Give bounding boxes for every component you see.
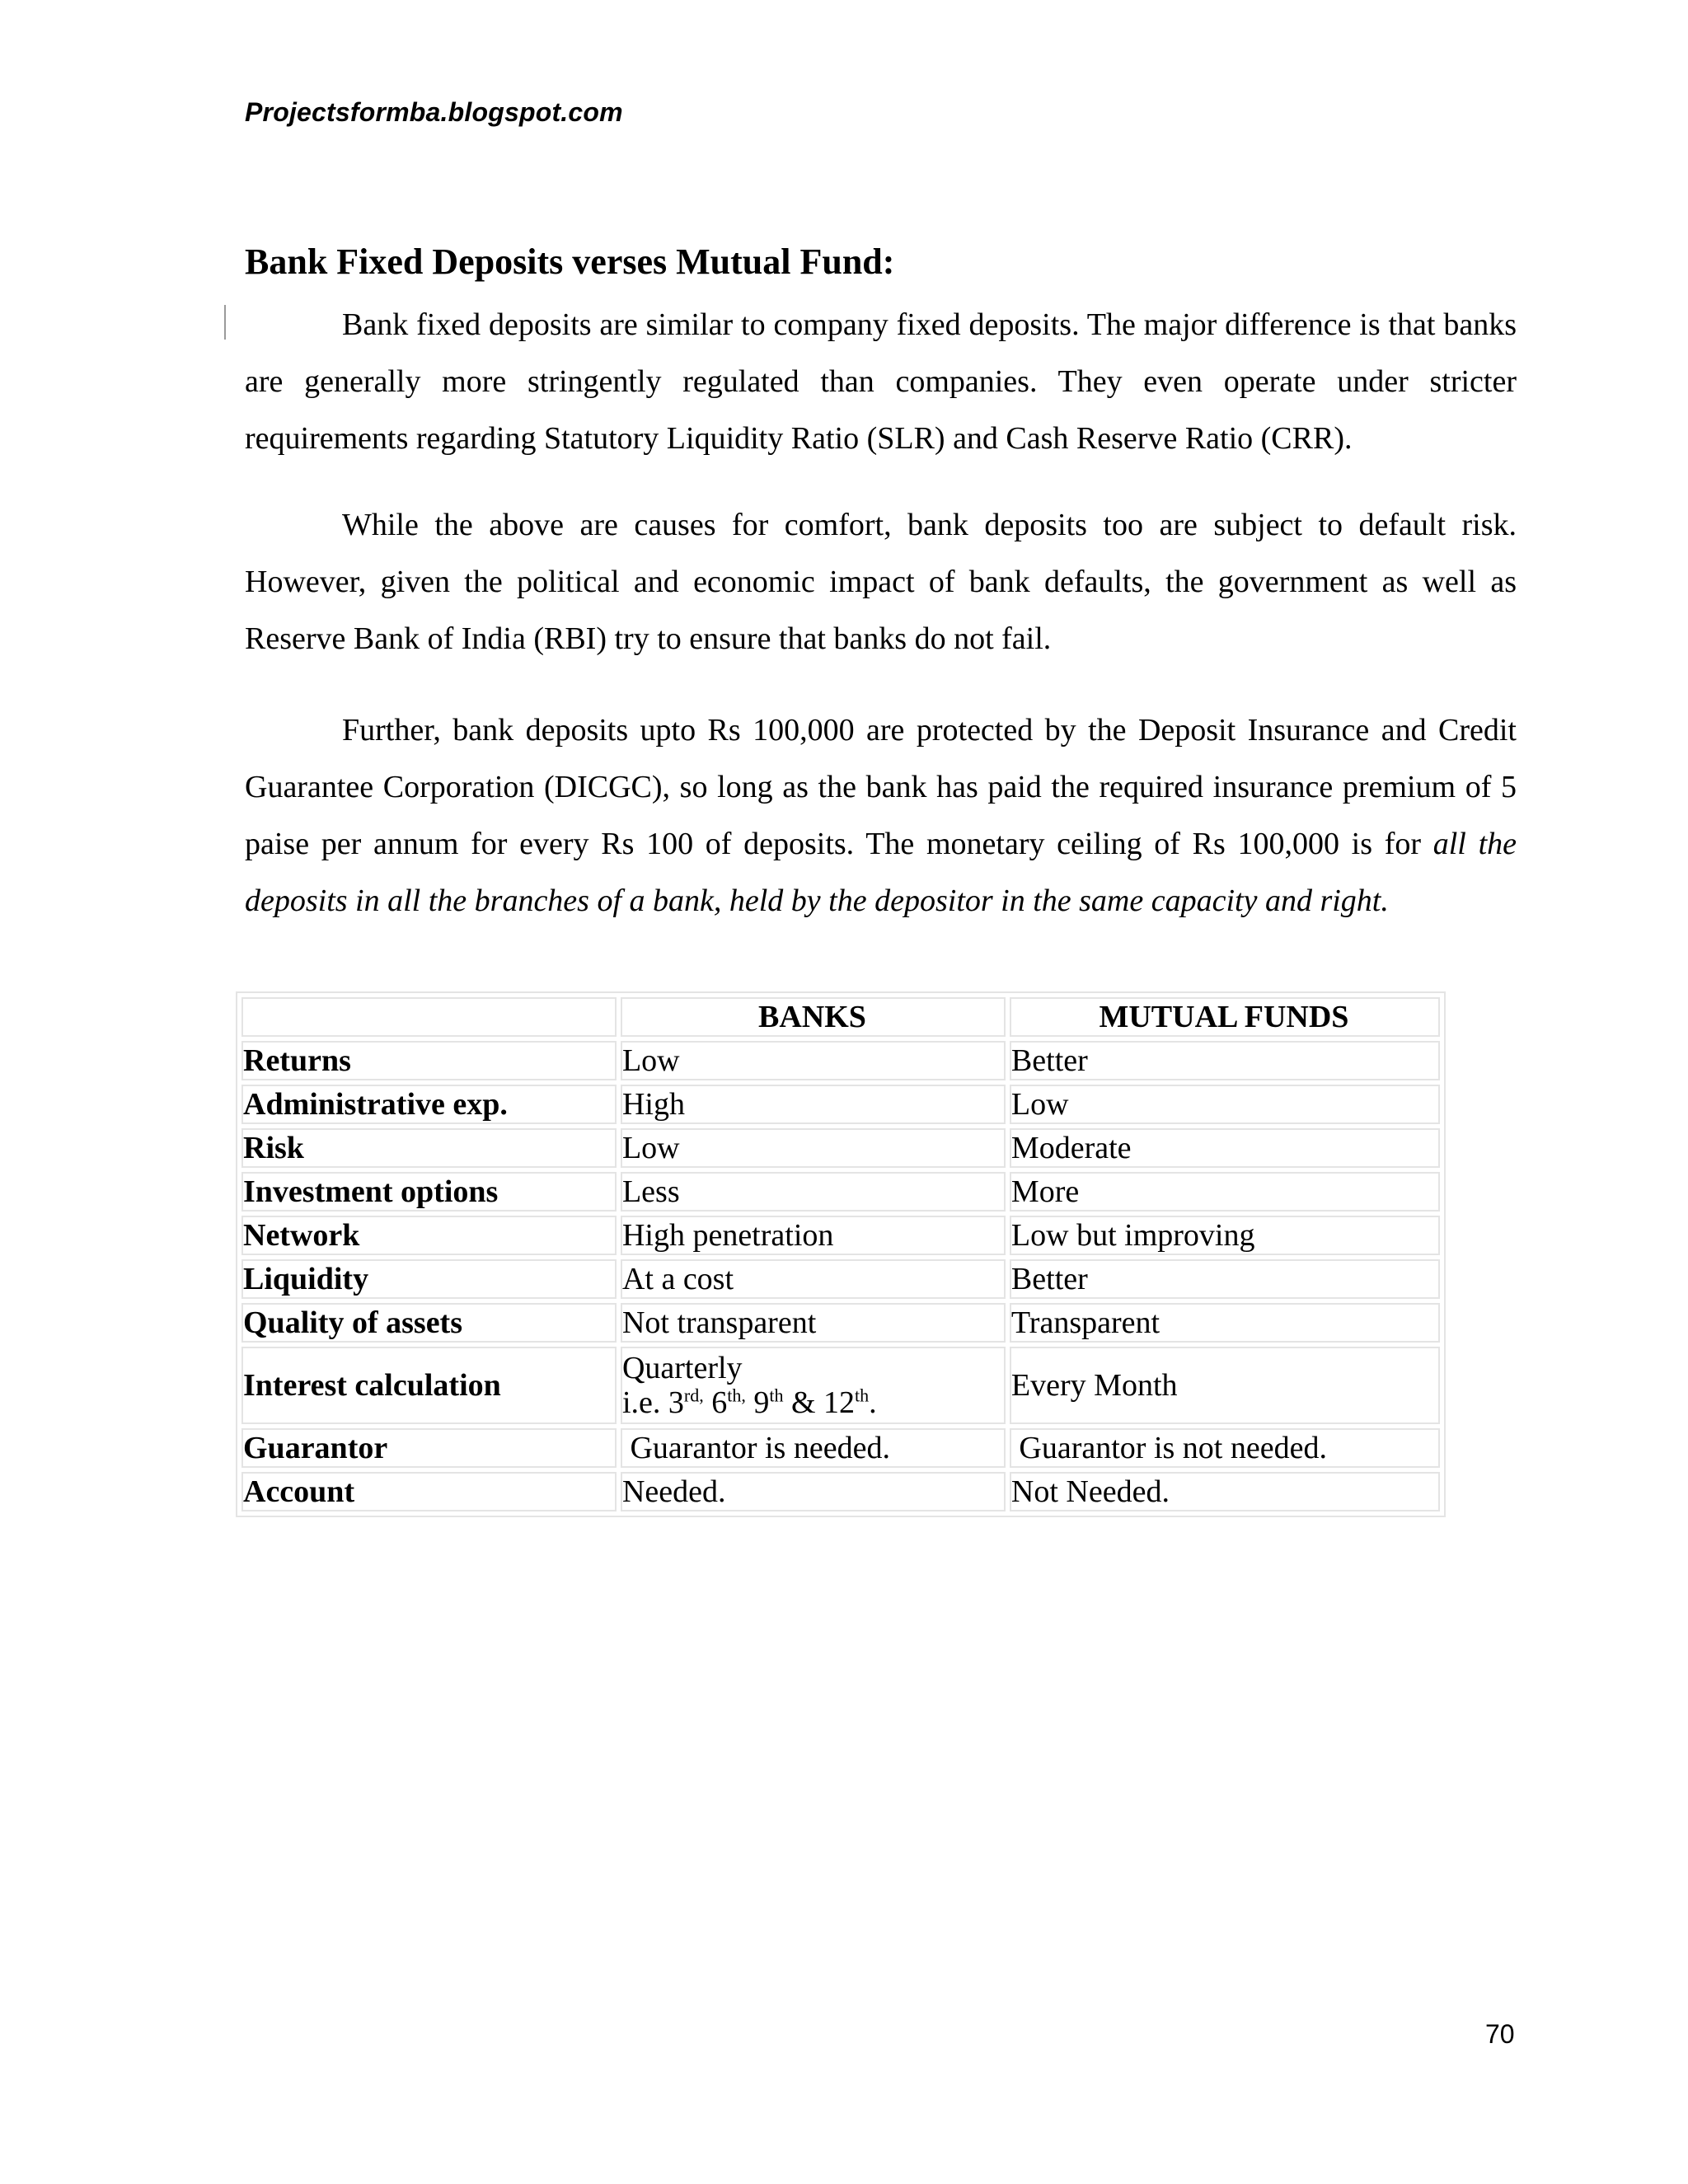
banks-cell: Needed.: [621, 1472, 1006, 1511]
table-row: [241, 1085, 1440, 1124]
quarter-months-line: i.e. $3^{rd,}$ $6^{th,}$ 9th & 12th.: [621, 1385, 877, 1420]
section-title: Bank Fixed Deposits verses Mutual Fund:: [245, 241, 895, 282]
banks-cell: Low: [621, 1128, 1006, 1168]
table-header-row: [241, 997, 1440, 1037]
row-label: Investment options: [241, 1172, 617, 1212]
paragraph-dicgc: [245, 702, 1517, 930]
row-label: Liquidity: [241, 1259, 617, 1299]
banks-cell: [621, 1347, 1006, 1424]
table-row: [241, 1216, 1440, 1255]
paragraph-text: Bank fixed deposits are similar to company fixed deposits. The major difference is that banks are generally more stringently regulated than companies. They even operate under stricter requirements regarding Statutory Liquidity Ratio (SLR) and Cash Reserve Ratio (CRR).: [245, 307, 1517, 456]
mutual-funds-cell: More: [1010, 1172, 1440, 1212]
row-label: Network: [241, 1216, 617, 1255]
table-row: [241, 1303, 1440, 1343]
mutual-funds-cell: Moderate: [1010, 1128, 1440, 1168]
paragraph-regulation: [245, 297, 1517, 467]
mutual-funds-cell: Transparent: [1010, 1303, 1440, 1343]
banks-cell: Guarantor is needed.: [621, 1428, 1006, 1468]
row-label: Risk: [241, 1128, 617, 1168]
quarterly-line: Quarterly: [621, 1351, 743, 1385]
row-label: Returns: [241, 1041, 617, 1080]
table-row: [241, 1428, 1440, 1468]
banks-cell: At a cost: [621, 1259, 1006, 1299]
mutual-funds-cell: Better: [1010, 1041, 1440, 1080]
header-mutual-funds: MUTUAL FUNDS: [1010, 997, 1440, 1037]
paragraph-text: While the above are causes for comfort, bank deposits too are subject to default risk. However, given the political and economic impact of bank defaults, the government as well as Reserve Bank of India (RBI) try to ensure that banks do not fail.: [245, 508, 1517, 656]
paragraph-default-risk: [245, 497, 1517, 668]
banks-cell: Low: [621, 1041, 1006, 1080]
table-row: [241, 1347, 1440, 1424]
header-banks: BANKS: [621, 997, 1006, 1037]
table-row: [241, 1172, 1440, 1212]
table-row: [241, 1472, 1440, 1511]
row-label: Guarantor: [241, 1428, 617, 1468]
banks-cell: Less: [621, 1172, 1006, 1212]
revision-bar: [224, 305, 226, 340]
paragraph-regular-text: Further, bank deposits upto Rs 100,000 are protected by the Deposit Insurance and Credit Guarantee Corporation (DICGC), so long as the bank has paid the required insurance premium of 5 paise per annum for every Rs 100 of deposits. The monetary ceiling of Rs 100,000 is for: [245, 713, 1517, 861]
paragraph-italic-text: all the deposits in all the branches of a bank, held by the depositor in the same capacity and right.: [245, 827, 1517, 918]
page-number: 70: [1485, 2019, 1515, 2049]
paragraph-text: [245, 702, 1517, 930]
mutual-funds-cell: Guarantor is not needed.: [1010, 1428, 1440, 1468]
mutual-funds-cell: Low but improving: [1010, 1216, 1440, 1255]
mutual-funds-cell: Every Month: [1010, 1347, 1440, 1424]
comparison-table: [236, 991, 1446, 1517]
table-row: [241, 1041, 1440, 1080]
site-header: Projectsformba.blogspot.com: [245, 97, 623, 127]
mutual-funds-cell: Better: [1010, 1259, 1440, 1299]
row-label: Interest calculation: [241, 1347, 617, 1424]
banks-cell: Not transparent: [621, 1303, 1006, 1343]
header-blank: [241, 997, 617, 1037]
mutual-funds-cell: Low: [1010, 1085, 1440, 1124]
row-label: Account: [241, 1472, 617, 1511]
mutual-funds-cell: Not Needed.: [1010, 1472, 1440, 1511]
table-row: [241, 1259, 1440, 1299]
row-label: Administrative exp.: [241, 1085, 617, 1124]
row-label: Quality of assets: [241, 1303, 617, 1343]
banks-cell: High: [621, 1085, 1006, 1124]
table-row: [241, 1128, 1440, 1168]
banks-cell: High penetration: [621, 1216, 1006, 1255]
